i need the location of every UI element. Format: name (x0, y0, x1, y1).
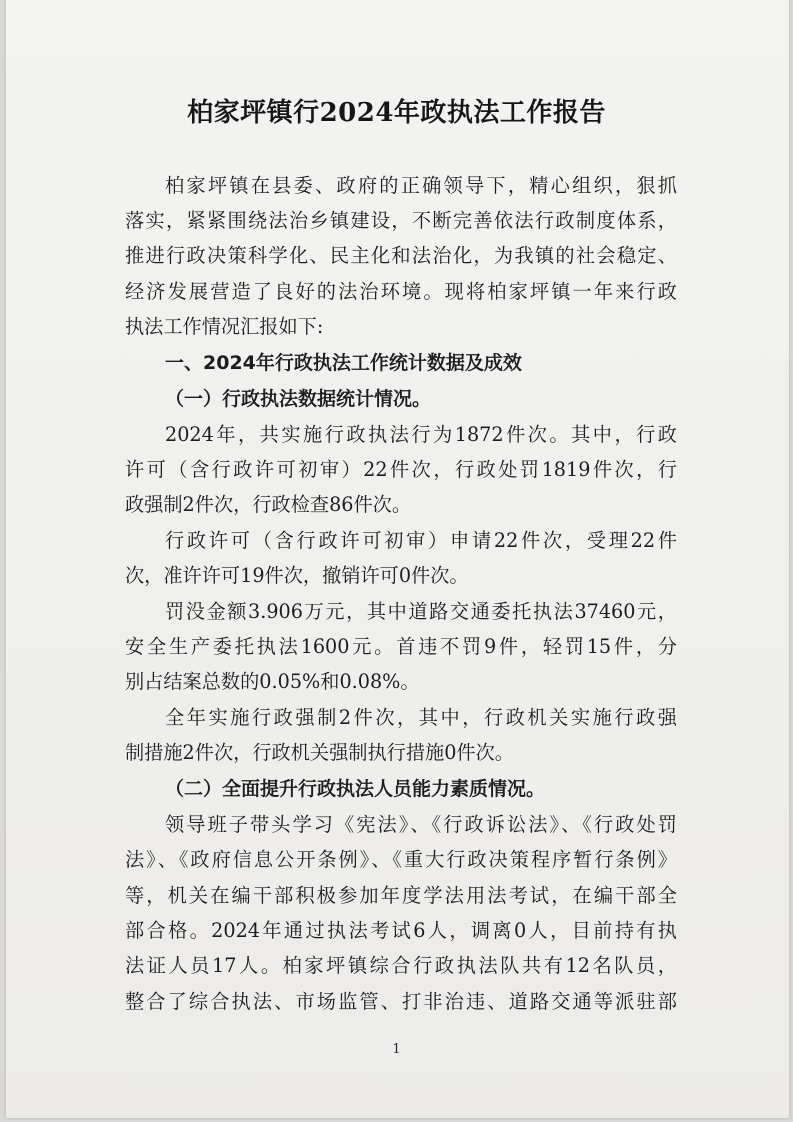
paragraph-line: 制措施2件次，行政机关强制执行措施0件次。 (125, 741, 514, 764)
paragraph-line: 全年实施行政强制2件次，其中，行政机关实施行政强 (165, 706, 677, 729)
paragraph-line: 法》、《政府信息公开条例》、《重大行政决策程序暂行条例》 (125, 848, 677, 871)
paragraph-line: 次，准许许可19件次，撤销许可0件次。 (125, 564, 469, 587)
document-title: 柏家坪镇行2024年政执法工作报告 (187, 98, 606, 128)
section-heading: 一、2024年行政执法工作统计数据及成效 (165, 352, 522, 374)
paragraph-line: 整合了综合执法、市场监管、打非治违、道路交通等派驻部 (125, 990, 677, 1013)
document-page (6, 0, 789, 1118)
paragraph-line: 部合格。2024年通过执法考试6人，调离0人，目前持有执 (125, 919, 677, 942)
paragraph-line: 落实，紧紧围绕法治乡镇建设，不断完善依法行政制度体系， (125, 209, 677, 232)
subsection-heading: （一）行政执法数据统计情况。 (165, 388, 432, 410)
paragraph-line: 领导班子带头学习《宪法》、《行政诉讼法》、《行政处罚 (165, 813, 677, 836)
paragraph-line: 柏家坪镇在县委、政府的正确领导下，精心组织，狠抓 (165, 174, 677, 197)
paragraph-line: 别占结案总数的0.05%和0.08%。 (125, 670, 420, 693)
paragraph-line: 政强制2件次，行政检查86件次。 (125, 493, 412, 516)
paragraph-line: 法证人员17人。柏家坪镇综合行政执法队共有12名队员， (125, 954, 677, 977)
paragraph-line: 安全生产委托执法1600元。首违不罚9件，轻罚15件，分 (125, 635, 677, 658)
page-number: 1 (392, 1042, 401, 1057)
paragraph-line: 2024年，共实施行政执法行为1872件次。其中，行政 (165, 423, 677, 446)
paragraph-line: 等，机关在编干部积极参加年度学法用法考试，在编干部全 (125, 884, 677, 907)
subsection-heading: （二）全面提升行政执法人员能力素质情况。 (165, 778, 546, 800)
paragraph-line: 行政许可（含行政许可初审）申请22件次，受理22件 (165, 529, 677, 552)
paragraph-line: 执法工作情况汇报如下: (125, 315, 324, 338)
paragraph-line: 罚没金额3.906万元，其中道路交通委托执法37460元， (165, 600, 677, 623)
paragraph-line: 经济发展营造了良好的法治环境。现将柏家坪镇一年来行政 (125, 280, 677, 303)
paragraph-line: 许可（含行政许可初审）22件次，行政处罚1819件次，行 (125, 458, 677, 481)
paragraph-line: 推进行政决策科学化、民主化和法治化，为我镇的社会稳定、 (125, 244, 677, 267)
